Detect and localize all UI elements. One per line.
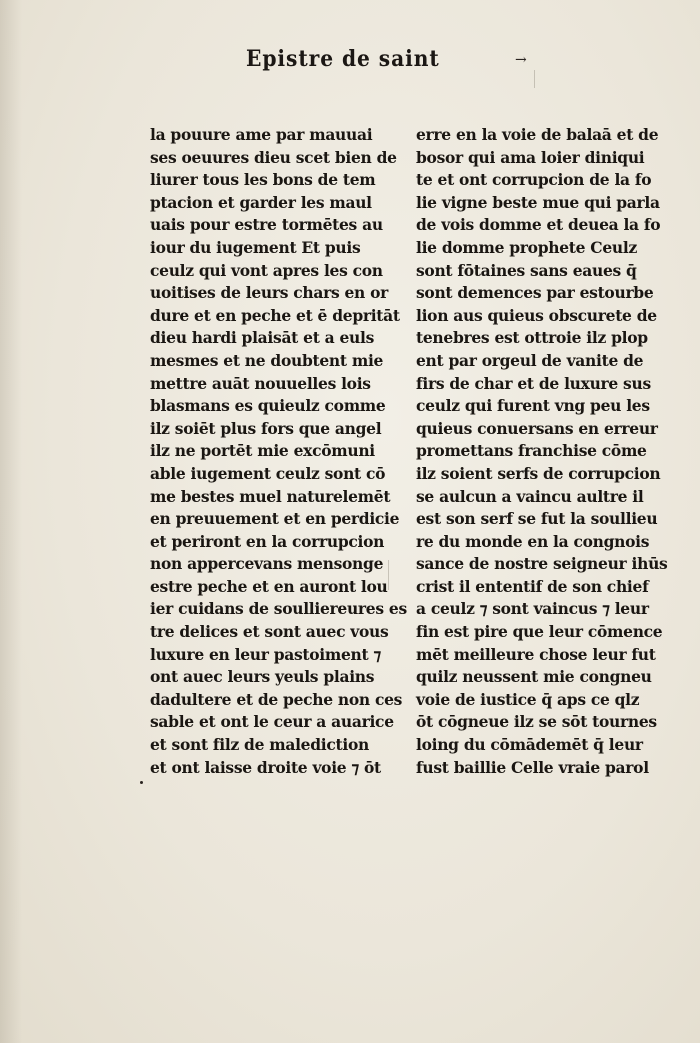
text-line: ses oeuures dieu scet bien de bbox=[150, 147, 397, 167]
text-line: firs de char et de luxure sus bbox=[416, 373, 651, 393]
paper-mark bbox=[534, 70, 535, 88]
text-line: mettre auāt nouuelles lois bbox=[150, 373, 371, 393]
text-line: promettans franchise cōme bbox=[416, 441, 647, 461]
text-line: ōt cōgneue ilz se sōt tournes bbox=[416, 712, 657, 732]
text-line: est son serf se fut la soullieu bbox=[416, 509, 658, 529]
text-line: fust baillie Celle vraie parol bbox=[416, 757, 649, 777]
text-line: en preuuement et en perdicie bbox=[150, 509, 400, 529]
text-line: sance de nostre seigneur ihūs bbox=[416, 554, 668, 574]
running-head: Epistre de saint bbox=[246, 46, 440, 72]
text-line: ptacion et garder les maul bbox=[150, 192, 372, 212]
text-line: mesmes et ne doubtent mie bbox=[150, 350, 384, 370]
running-head-ornament: → bbox=[515, 52, 527, 68]
text-line: tenebres est ottroie ilz plop bbox=[416, 328, 648, 348]
text-line: lion aus quieus obscurete de bbox=[416, 305, 657, 325]
text-line: re du monde en la congnois bbox=[416, 531, 650, 551]
text-line: uoitises de leurs chars en or bbox=[150, 283, 389, 303]
text-line: sont fōtaines sans eaues q̄ bbox=[416, 260, 637, 280]
text-line: la pouure ame par mauuai bbox=[150, 125, 373, 144]
text-line: fin est pire que leur cōmence bbox=[416, 622, 663, 642]
text-line: lie vigne beste mue qui parla bbox=[416, 192, 660, 212]
text-line: lie domme prophete Ceulz bbox=[416, 237, 637, 257]
right-text-column bbox=[416, 124, 668, 779]
text-line: uais pour estre tormētes au bbox=[150, 215, 383, 235]
text-line: dure et en peche et ē depritāt bbox=[150, 305, 400, 325]
text-line: iour du iugement Et puis bbox=[150, 237, 361, 257]
text-line: ont auec leurs yeuls plains bbox=[150, 667, 375, 687]
text-line: ceulz qui furent vng peu les bbox=[416, 396, 650, 416]
text-line: ilz soient serfs de corrupcion bbox=[416, 463, 661, 483]
text-line: bosor qui ama loier diniqui bbox=[416, 147, 645, 167]
left-text-column bbox=[150, 124, 407, 779]
text-line: luxure en leur pastoiment ⁊ bbox=[150, 644, 381, 664]
text-line: et periront en la corrupcion bbox=[150, 531, 385, 551]
text-line: non appercevans mensonge bbox=[150, 554, 384, 574]
text-line: ilz soiēt plus fors que angel bbox=[150, 418, 382, 438]
text-line: estre peche et en auront lou bbox=[150, 576, 388, 596]
text-line: sable et ont le ceur a auarice bbox=[150, 712, 394, 732]
text-line: et sont filz de malediction bbox=[150, 735, 369, 755]
text-line: ier cuidans de soulliereures es bbox=[150, 599, 407, 619]
page-gutter-shadow bbox=[0, 0, 22, 1043]
text-line: dieu hardi plaisāt et a euls bbox=[150, 328, 375, 348]
text-line: quieus conuersans en erreur bbox=[416, 418, 658, 438]
text-line: de vois domme et deuea la fo bbox=[416, 215, 661, 235]
text-line: ent par orgeul de vanite de bbox=[416, 350, 644, 370]
text-line: tre delices et sont auec vous bbox=[150, 622, 389, 642]
text-line: dadultere et de peche non ces bbox=[150, 689, 403, 709]
text-line: loing du cōmādemēt q̄ leur bbox=[416, 735, 643, 755]
text-line: a ceulz ⁊ sont vaincus ⁊ leur bbox=[416, 599, 649, 619]
paper-mark bbox=[388, 560, 389, 590]
text-line: voie de iustice q̄ aps ce qlz bbox=[416, 689, 640, 709]
text-line: ilz ne portēt mie excōmuni bbox=[150, 441, 375, 461]
text-line: te et ont corrupcion de la fo bbox=[416, 170, 652, 190]
text-line: se aulcun a vaincu aultre il bbox=[416, 486, 644, 506]
text-line: crist il ententif de son chief bbox=[416, 576, 649, 596]
text-line: able iugement ceulz sont cō bbox=[150, 463, 386, 483]
text-line: et ont laisse droite voie ⁊ ōt bbox=[150, 757, 381, 777]
text-line: mēt meilleure chose leur fut bbox=[416, 644, 656, 664]
text-line: liurer tous les bons de tem bbox=[150, 170, 376, 190]
ink-speck bbox=[140, 781, 143, 784]
text-line: erre en la voie de balaā et de bbox=[416, 125, 659, 144]
text-line: blasmans es quieulz comme bbox=[150, 396, 386, 416]
text-line: quilz neussent mie congneu bbox=[416, 667, 652, 687]
text-line: ceulz qui vont apres les con bbox=[150, 260, 383, 280]
text-line: sont demences par estourbe bbox=[416, 283, 654, 303]
text-line: me bestes muel naturelemēt bbox=[150, 486, 391, 506]
